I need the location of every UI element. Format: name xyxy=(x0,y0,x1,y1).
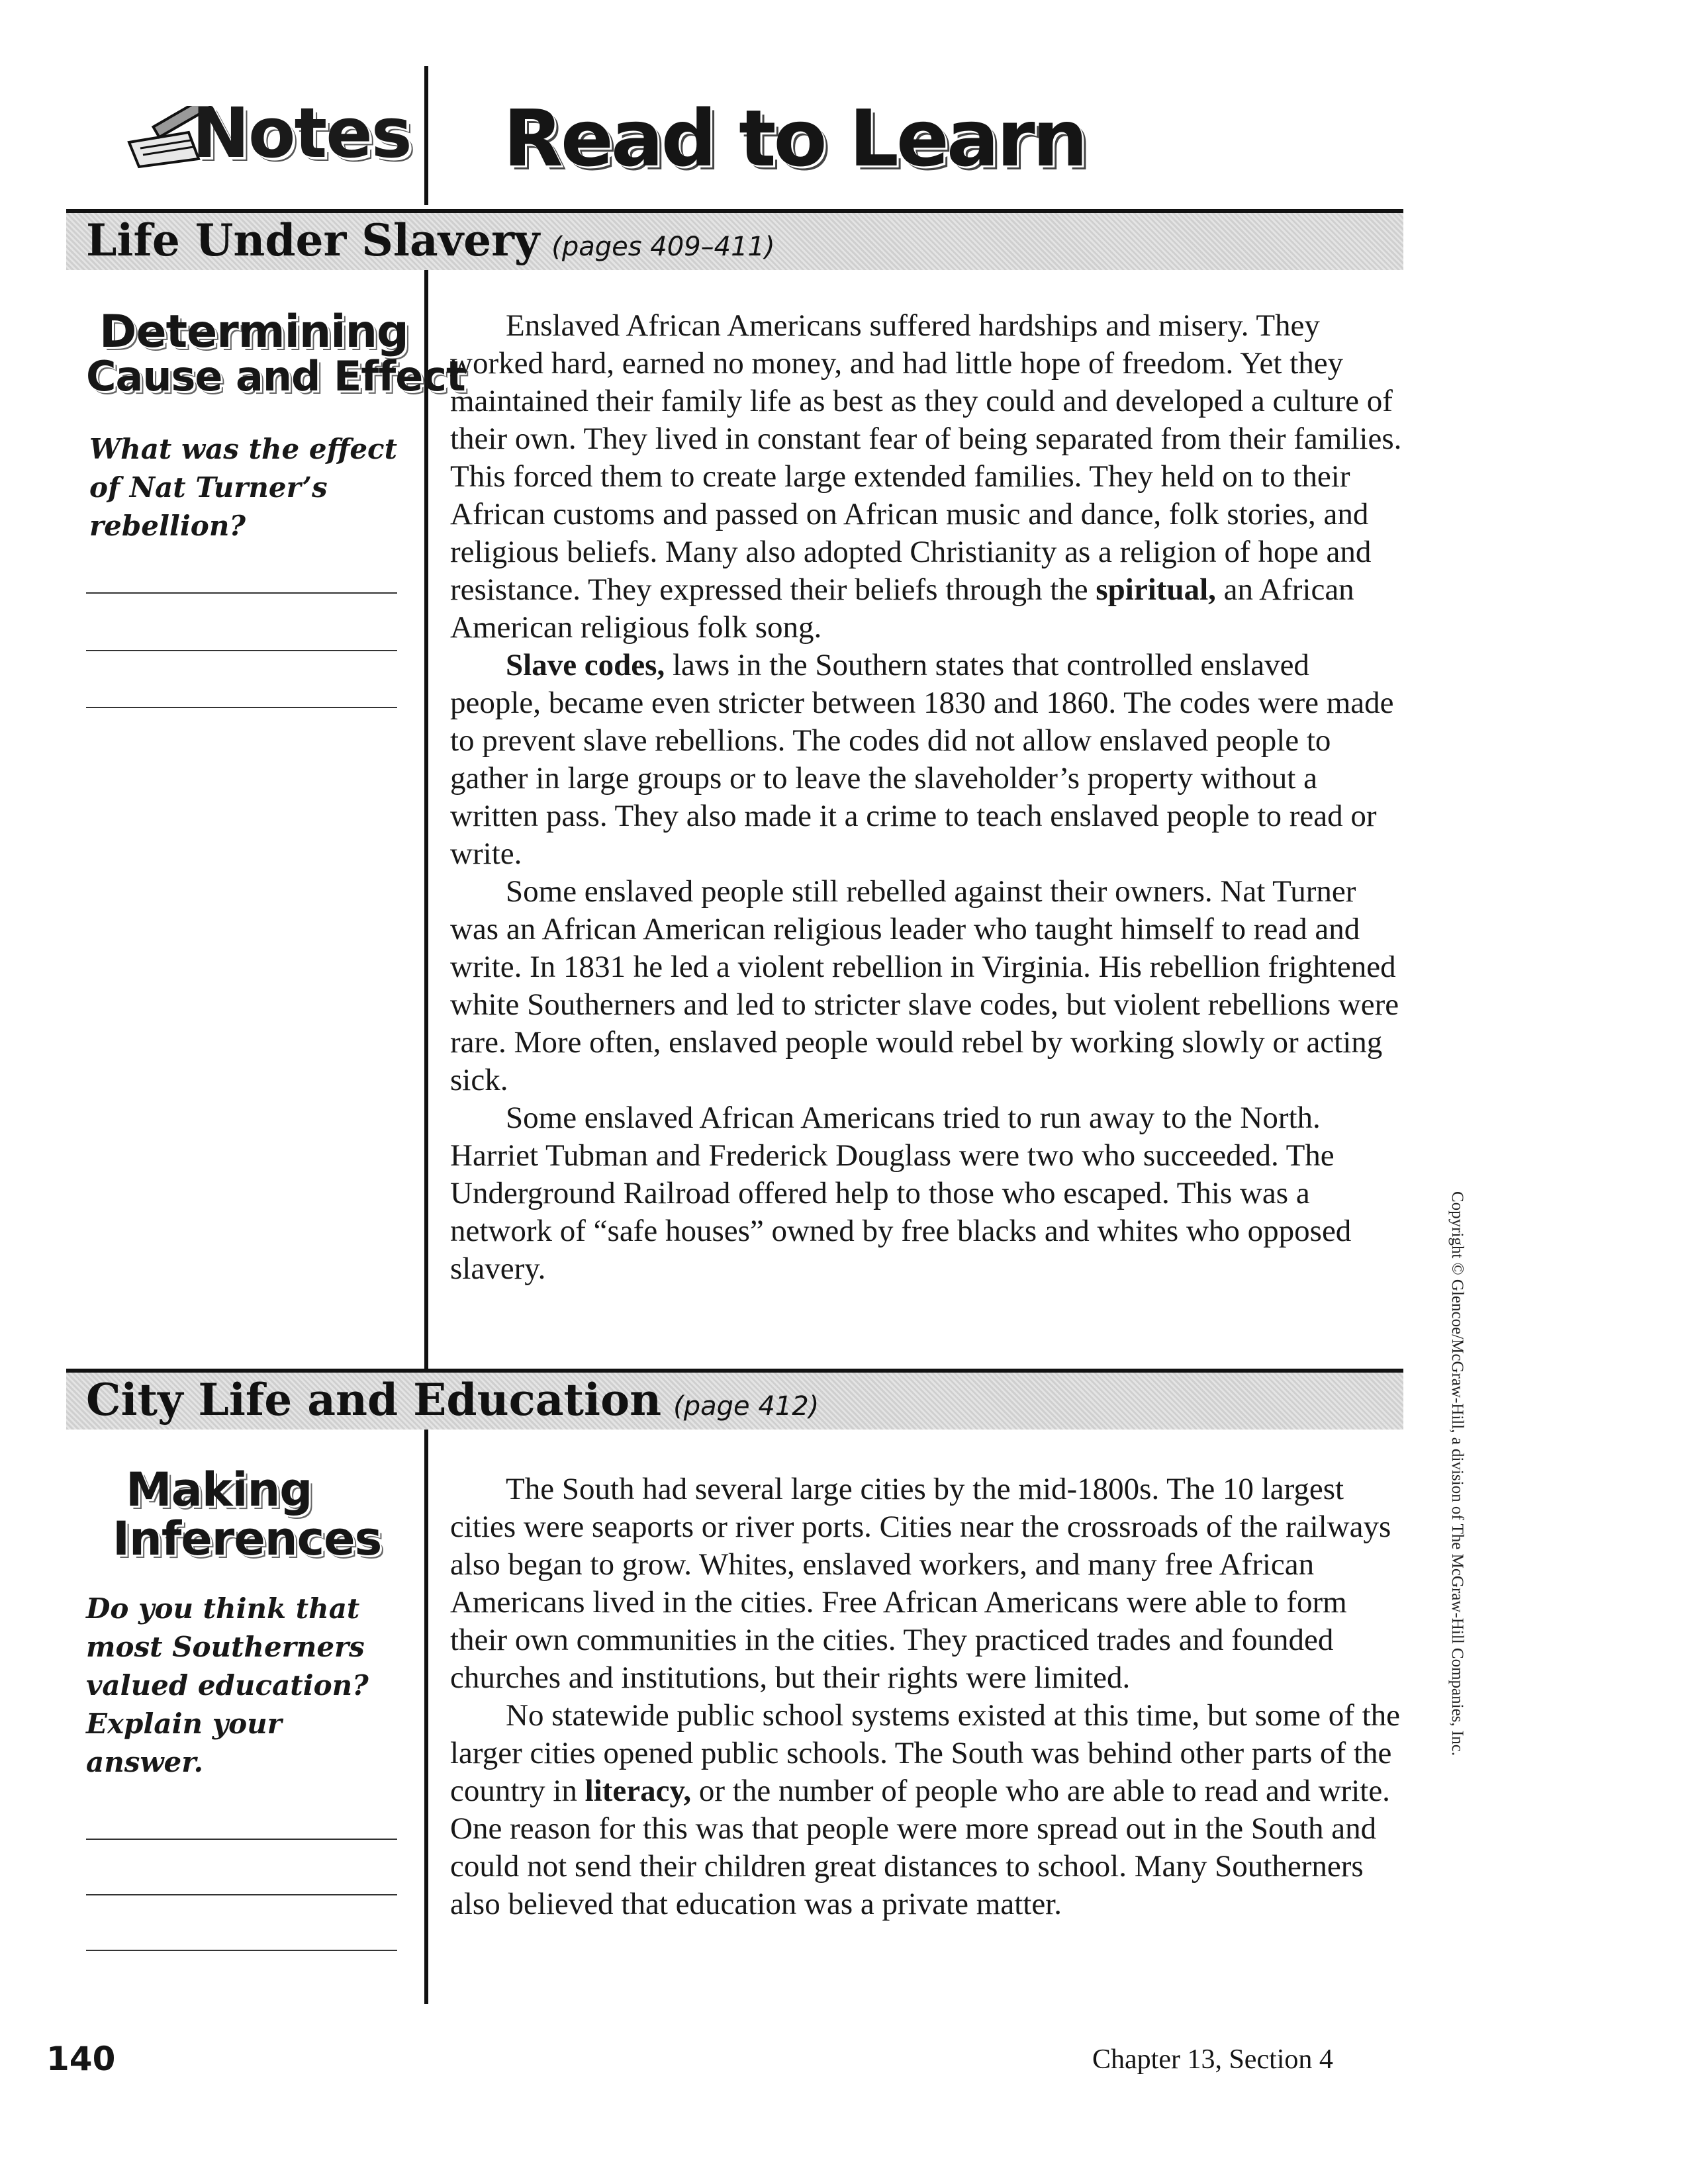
chapter-label: Chapter 13, Section 4 xyxy=(1092,2044,1333,2075)
paragraph: No statewide public school systems existed at this time, but some of the larger cities opened public schools. The South was behind other parts of the country in literacy, or the number of people who are able to read and write. One reason for this was that people were more spread out in the South and could not send their children great distances to school. Many Southerners also believed that education was a private matter. xyxy=(450,1698,1401,1921)
header-divider xyxy=(424,66,428,205)
paragraph: The South had several large cities by the mid-1800s. The 10 largest cities were seaports or river ports. Cities near the crossroads of the railways also began to grow. Whites, enslaved workers, and many free African Americans lived in the cities. Free African Americans were able to form their own communities in the cities. They practiced trades and founded churches and institutions, but their rights were limited. xyxy=(450,1472,1391,1695)
answer-line[interactable] xyxy=(86,1839,397,1840)
skill-label-line2: Inferences xyxy=(113,1512,382,1566)
key-term: Slave codes, xyxy=(506,648,665,682)
column-divider xyxy=(424,1430,428,2004)
section-pages: (pages 409–411) xyxy=(551,232,775,262)
paragraph: Some enslaved people still rebelled against their owners. Nat Turner was an African American religious leader who taught himself to read and write. In 1831 he led a violent rebellion in Virginia. His rebellion frightened white Southerners and led to stricter slave codes, but violent rebellions were rare. More often, enslaved people would rebel by working slowly or acting sick. xyxy=(450,874,1399,1097)
skill-label-line2: Cause and Effect xyxy=(86,352,465,400)
page-number: 140 xyxy=(46,2040,116,2078)
answer-line[interactable] xyxy=(86,650,397,651)
column-divider xyxy=(424,270,428,1369)
section-heading-city-life-and-education xyxy=(66,1369,1403,1430)
section-heading-life-under-slavery xyxy=(66,209,1403,270)
paragraph: Enslaved African Americans suffered hardships and misery. They worked hard, earned no money, and had little hope of freedom. Yet they maintained their family life as best as they could and developed a culture of their own. They lived in constant fear of being separated from their families. This forced them to create large extended families. They held on to their African customs and passed on African music and dance, folk stories, and religious beliefs. Many also adopted Christianity as a religion of hope and resistance. They expressed their beliefs through the spiritual, an African American religious folk song. xyxy=(450,308,1402,645)
notes-logo xyxy=(113,66,411,179)
section-pages: (page 412) xyxy=(673,1391,820,1422)
paragraph: Slave codes, laws in the Southern states that controlled enslaved people, became even stricter between 1830 and 1860. The codes were made to prevent slave rebellions. The codes did not allow enslaved people to gather in large groups or to leave the slaveholder’s property without a written pass. They also made it a crime to teach enslaved people to read or write. xyxy=(450,648,1394,871)
key-term: spiritual, xyxy=(1096,572,1216,607)
section-title: Life Under Slavery xyxy=(86,214,540,266)
skill-label-line1: Determining xyxy=(99,306,408,358)
notes-label: Notes xyxy=(192,93,411,173)
answer-line[interactable] xyxy=(86,1950,397,1951)
section-title: City Life and Education xyxy=(86,1374,662,1426)
key-term: literacy, xyxy=(585,1774,692,1808)
skill-label-line1: Making xyxy=(126,1463,312,1517)
page-title: Read to Learn xyxy=(503,93,1086,184)
section-body-text xyxy=(450,307,1403,1288)
sidebar-question: What was the effect of Nat Turner’s rebellion? xyxy=(89,433,398,542)
answer-line[interactable] xyxy=(86,707,397,708)
answer-line[interactable] xyxy=(86,1894,397,1895)
answer-line[interactable] xyxy=(86,592,397,594)
section-body-text xyxy=(450,1471,1403,1923)
sidebar-question: Do you think that most Southerners valued education? Explain your answer. xyxy=(86,1592,369,1778)
copyright-notice: Copyright © Glencoe/McGraw-Hill, a division of The McGraw-Hill Companies, Inc. xyxy=(1448,1191,1466,1756)
paragraph: Some enslaved African Americans tried to run away to the North. Harriet Tubman and Frederick Douglass were two who succeeded. The Underground Railroad offered help to those who escaped. This was a network of “safe houses” owned by free blacks and whites who opposed slavery. xyxy=(450,1101,1352,1286)
